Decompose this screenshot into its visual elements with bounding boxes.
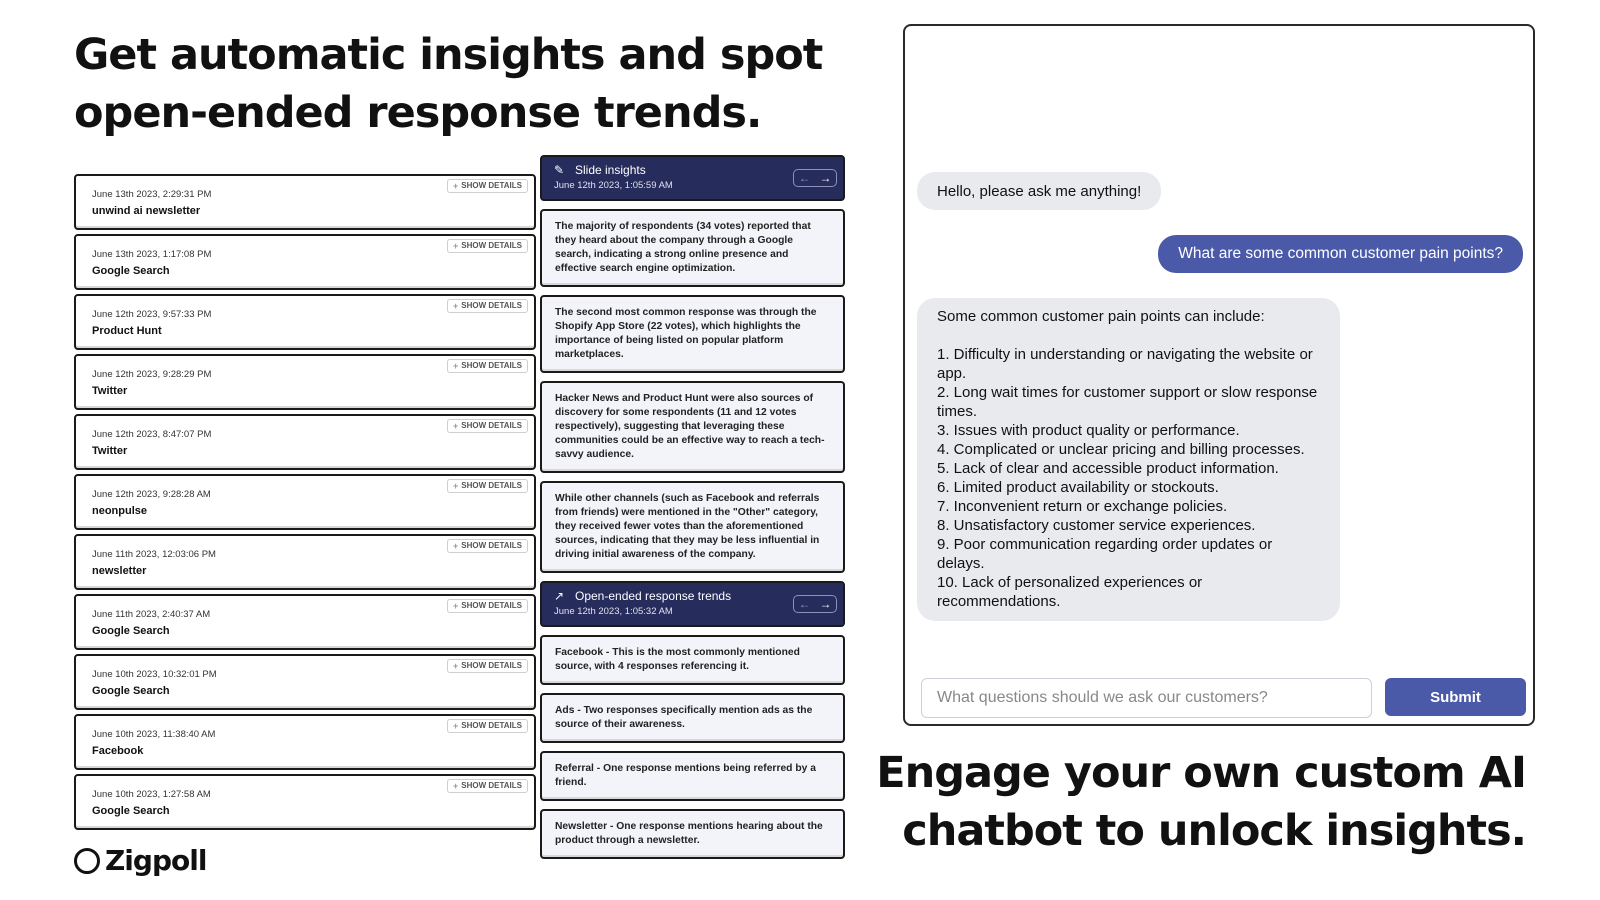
response-card — [74, 174, 536, 230]
response-source: Google Search — [92, 625, 170, 637]
show-details-button[interactable] — [447, 359, 528, 373]
response-card — [74, 354, 536, 410]
plus-icon: + — [452, 601, 459, 611]
show-details-label: SHOW DETAILS — [461, 781, 522, 790]
response-source: Google Search — [92, 805, 170, 817]
insight-card: While other channels (such as Facebook and referrals from friends) were mentioned in the "Other" category, they received fewer votes than the aforementioned sources, indicating that they may be less influential in driving initial awareness of the company. — [540, 481, 845, 573]
response-card — [74, 474, 536, 530]
slide-insights-header — [540, 155, 845, 201]
response-source: Twitter — [92, 385, 128, 397]
trends-header — [540, 581, 845, 627]
responses-list — [74, 174, 536, 834]
insight-card: The second most common response was through the Shopify App Store (22 votes), which highlights the importance of being listed on popular platform marketplaces. — [540, 295, 845, 373]
insight-card: Referral - One response mentions being referred by a friend. — [540, 751, 845, 801]
insight-card: The majority of respondents (34 votes) reported that they heard about the company through a Google search, indicating a strong online presence and effective search engine optimization. — [540, 209, 845, 287]
response-date: June 12th 2023, 9:28:28 AM — [92, 489, 211, 500]
show-details-label: SHOW DETAILS — [461, 241, 522, 250]
insight-card: Facebook - This is the most commonly mentioned source, with 4 responses referencing it. — [540, 635, 845, 685]
response-date: June 12th 2023, 9:57:33 PM — [92, 309, 212, 320]
headline-right — [866, 744, 1526, 860]
show-details-button[interactable] — [447, 239, 528, 253]
logo-text: Zigpoll — [105, 844, 207, 877]
show-details-label: SHOW DETAILS — [461, 421, 522, 430]
plus-icon: + — [452, 721, 459, 731]
bot-answer-bubble: Some common customer pain points can include: 1. Difficulty in understanding or navigating the website or app. 2. Long wait times for customer support or slow response times. 3. Issues with product quality or performance. 4. Complicated or unclear pricing and billing processes. 5. Lack of clear and accessible product information. 6. Limited product availability or stockouts. 7. Inconvenient return or exchange policies. 8. Unsatisfactory customer service experiences. 9. Poor communication regarding order updates or delays. 10. Lack of personalized experiences or recommendations. — [917, 298, 1340, 621]
insight-card: Hacker News and Product Hunt were also sources of discovery for some respondents (11 and 12 votes respectively), suggesting that leveraging these communities could be an effective way to reach a tech-savvy audience. — [540, 381, 845, 473]
plus-icon: + — [452, 541, 459, 551]
response-card — [74, 654, 536, 710]
headline-left-line1: Get automatic insights and spot — [74, 30, 823, 80]
headline-right-line1: Engage your own custom AI — [876, 748, 1526, 798]
response-card — [74, 234, 536, 290]
response-source: Google Search — [92, 685, 170, 697]
plus-icon: + — [452, 481, 459, 491]
response-date: June 10th 2023, 10:32:01 PM — [92, 669, 217, 680]
show-details-button[interactable] — [447, 719, 528, 733]
slide-insights-title: Slide insights — [575, 163, 646, 177]
show-details-label: SHOW DETAILS — [461, 541, 522, 550]
response-date: June 10th 2023, 1:27:58 AM — [92, 789, 211, 800]
trends-nav — [793, 595, 837, 613]
chat-question-input[interactable]: What questions should we ask our customers? — [921, 678, 1372, 718]
response-date: June 12th 2023, 9:28:29 PM — [92, 369, 212, 380]
show-details-button[interactable] — [447, 419, 528, 433]
response-date: June 12th 2023, 8:47:07 PM — [92, 429, 212, 440]
insight-card: Newsletter - One response mentions hearing about the product through a newsletter. — [540, 809, 845, 859]
plus-icon: + — [452, 361, 459, 371]
show-details-label: SHOW DETAILS — [461, 181, 522, 190]
show-details-label: SHOW DETAILS — [461, 601, 522, 610]
show-details-button[interactable] — [447, 539, 528, 553]
response-card — [74, 414, 536, 470]
plus-icon: + — [452, 661, 459, 671]
arrow-left-icon[interactable]: ← — [798, 171, 811, 185]
zigpoll-logo — [74, 844, 206, 877]
headline-left — [74, 26, 834, 142]
show-details-button[interactable] — [447, 599, 528, 613]
response-card — [74, 774, 536, 830]
arrow-right-icon[interactable]: → — [819, 597, 832, 611]
insights-column — [540, 155, 845, 867]
response-date: June 11th 2023, 12:03:06 PM — [92, 549, 216, 560]
show-details-label: SHOW DETAILS — [461, 301, 522, 310]
response-source: Google Search — [92, 265, 170, 277]
response-card — [74, 594, 536, 650]
show-details-label: SHOW DETAILS — [461, 721, 522, 730]
bot-greeting-bubble: Hello, please ask me anything! — [917, 172, 1161, 210]
response-source: newsletter — [92, 565, 147, 577]
arrow-right-icon[interactable]: → — [819, 171, 832, 185]
response-source: Twitter — [92, 445, 128, 457]
show-details-button[interactable] — [447, 299, 528, 313]
trends-date: June 12th 2023, 1:05:32 AM — [554, 606, 673, 617]
magic-wand-icon: ✎ — [554, 163, 565, 177]
show-details-label: SHOW DETAILS — [461, 361, 522, 370]
show-details-button[interactable] — [447, 179, 528, 193]
plus-icon: + — [452, 781, 459, 791]
submit-button[interactable]: Submit — [1385, 678, 1526, 716]
show-details-button[interactable] — [447, 479, 528, 493]
response-card — [74, 294, 536, 350]
plus-icon: + — [452, 241, 459, 251]
response-date: June 13th 2023, 2:29:31 PM — [92, 189, 212, 200]
slide-insights-date: June 12th 2023, 1:05:59 AM — [554, 180, 673, 191]
response-source: Facebook — [92, 745, 144, 757]
response-card — [74, 534, 536, 590]
response-card — [74, 714, 536, 770]
plus-icon: + — [452, 181, 459, 191]
response-source: neonpulse — [92, 505, 148, 517]
trending-up-icon: ↗ — [554, 589, 565, 603]
response-date: June 11th 2023, 2:40:37 AM — [92, 609, 211, 620]
logo-circle-icon — [74, 848, 100, 874]
plus-icon: + — [452, 301, 459, 311]
trends-title: Open-ended response trends — [575, 589, 732, 603]
chatbot-window — [903, 24, 1535, 726]
response-source: Product Hunt — [92, 325, 162, 337]
show-details-label: SHOW DETAILS — [461, 481, 522, 490]
slide-insights-nav — [793, 169, 837, 187]
user-question-bubble: What are some common customer pain points? — [1158, 235, 1523, 273]
response-source: unwind ai newsletter — [92, 205, 201, 217]
response-date: June 13th 2023, 1:17:08 PM — [92, 249, 212, 260]
show-details-button[interactable] — [447, 779, 528, 793]
headline-right-line2: chatbot to unlock insights. — [902, 806, 1526, 856]
show-details-label: SHOW DETAILS — [461, 661, 522, 670]
headline-left-line2: open-ended response trends. — [74, 88, 762, 138]
show-details-button[interactable] — [447, 659, 528, 673]
plus-icon: + — [452, 421, 459, 431]
insight-card: Ads - Two responses specifically mention ads as the source of their awareness. — [540, 693, 845, 743]
arrow-left-icon[interactable]: ← — [798, 597, 811, 611]
response-date: June 10th 2023, 11:38:40 AM — [92, 729, 216, 740]
